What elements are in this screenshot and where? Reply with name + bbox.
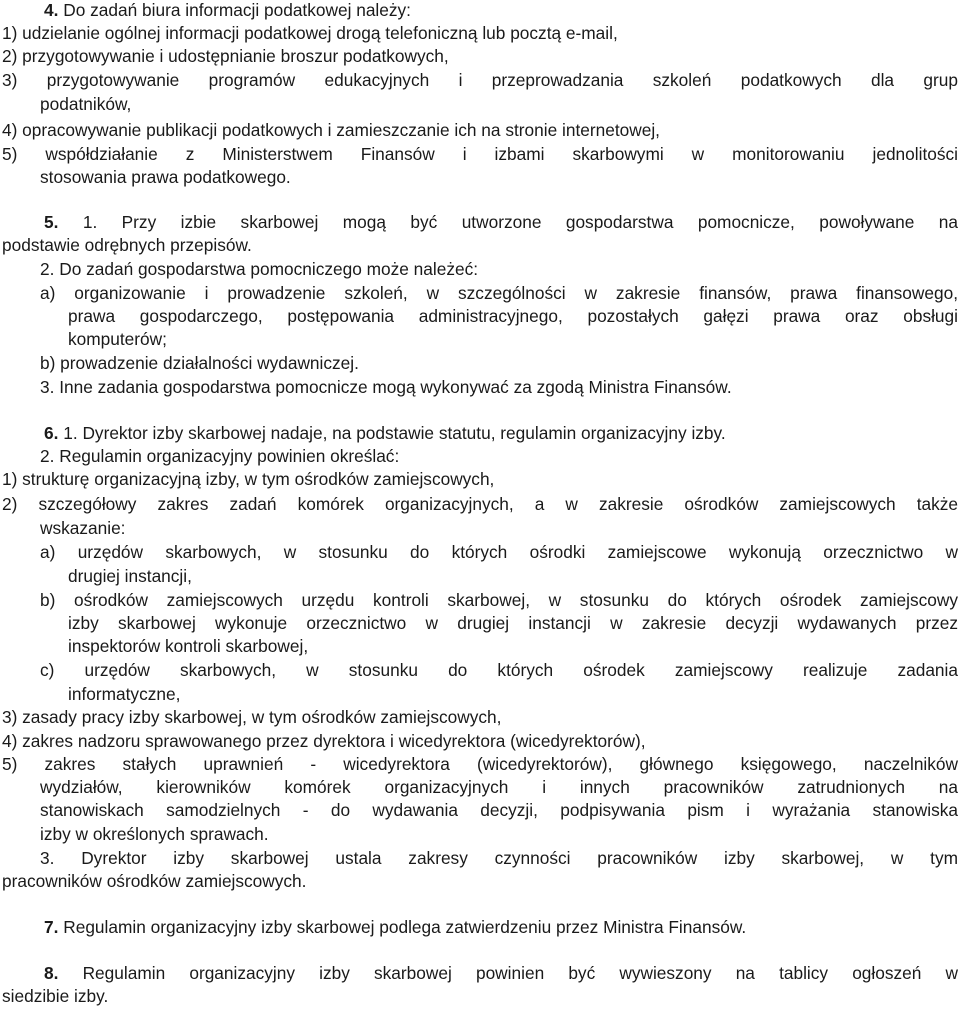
section-4-item-4: 4) opracowywanie publikacji podatkowych i zamieszczanie ich na stronie internetowej, bbox=[2, 120, 660, 140]
section-6-para-3-cont: pracowników ośrodków zamiejscowych. bbox=[2, 871, 307, 891]
section-6-item-2-cont: wskazanie: bbox=[40, 518, 126, 538]
section-4-item-5-cont: stosowania prawa podatkowego. bbox=[40, 167, 291, 187]
section-5-item-a: a) organizowanie i prowadzenie szkoleń, w szczególności w zakresie finansów, prawa finansowego, bbox=[40, 283, 958, 303]
section-7-number: 7. bbox=[44, 917, 59, 937]
section-6-item-5: 5) zakres stałych uprawnień - wicedyrektora (wicedyrektorów), głównego księgowego, naczelników bbox=[2, 754, 958, 774]
section-5-para-3: 3. Inne zadania gospodarstwa pomocnicze mogą wykonywać za zgodą Ministra Finansów. bbox=[40, 377, 732, 397]
section-8-number: 8. bbox=[44, 963, 59, 983]
section-8-text: Regulamin organizacyjny izby skarbowej powinien być wywieszony na tablicy ogłoszeń w bbox=[82, 963, 958, 983]
section-6-para-1 bbox=[44, 422, 726, 445]
section-6-item-2b-cont-2: inspektorów kontroli skarbowej, bbox=[68, 636, 309, 656]
section-4-item-1: 1) udzielanie ogólnej informacji podatkowej drogą telefoniczną lub pocztą e-mail, bbox=[2, 23, 618, 43]
section-4-heading bbox=[44, 0, 411, 22]
section-6-para-2: 2. Regulamin organizacyjny powinien określać: bbox=[40, 446, 400, 466]
section-6-item-2c-cont: informatyczne, bbox=[68, 684, 181, 704]
section-4-item-3-cont: podatników, bbox=[40, 94, 132, 114]
section-4-number: 4. bbox=[44, 0, 59, 20]
section-6-item-2a: a) urzędów skarbowych, w stosunku do których ośrodki zamiejscowe wykonują orzecznictwo w bbox=[40, 542, 958, 562]
section-5-item-b: b) prowadzenie działalności wydawniczej. bbox=[40, 353, 359, 373]
section-5-para-1 bbox=[44, 211, 958, 234]
section-5-number: 5. bbox=[44, 212, 59, 232]
section-6-para-3: 3. Dyrektor izby skarbowej ustala zakresy czynności pracowników izby skarbowej, w tym bbox=[40, 848, 958, 868]
section-5-para-1-text: 1. Przy izbie skarbowej mogą być utworzone gospodarstwa pomocnicze, powoływane na bbox=[82, 212, 958, 232]
section-6-item-5-cont-2: stanowiskach samodzielnych - do wydawania decyzji, podpisywania pism i wyrażania stanowiska bbox=[40, 800, 958, 820]
section-4-item-2: 2) przygotowywanie i udostępnianie broszur podatkowych, bbox=[2, 46, 449, 66]
section-8 bbox=[44, 962, 958, 985]
section-8-cont: siedzibie izby. bbox=[2, 986, 109, 1006]
section-6-item-3: 3) zasady pracy izby skarbowej, w tym ośrodków zamiejscowych, bbox=[2, 707, 502, 727]
section-6-item-2b: b) ośrodków zamiejscowych urzędu kontroli skarbowej, w stosunku do których ośrodek zamiejscowy bbox=[40, 590, 958, 610]
section-4-item-5: 5) współdziałanie z Ministerstwem Finansów i izbami skarbowymi w monitorowaniu jednolitości bbox=[2, 144, 958, 164]
section-5-para-1-cont: podstawie odrębnych przepisów. bbox=[2, 235, 252, 255]
section-6-item-5-cont-3: izby w określonych sprawach. bbox=[40, 824, 269, 844]
section-6-para-1-text: 1. Dyrektor izby skarbowej nadaje, na podstawie statutu, regulamin organizacyjny izby. bbox=[63, 423, 726, 443]
section-6-item-2b-cont-1: izby skarbowej wykonuje orzecznictwo w drugiej instancji w zakresie decyzji wydawanych przez bbox=[68, 613, 958, 633]
section-7-text: Regulamin organizacyjny izby skarbowej podlega zatwierdzeniu przez Ministra Finansów. bbox=[63, 917, 747, 937]
section-6-item-2c: c) urzędów skarbowych, w stosunku do których ośrodek zamiejscowy realizuje zadania bbox=[40, 660, 958, 680]
section-6-number: 6. bbox=[44, 423, 59, 443]
section-7 bbox=[44, 916, 746, 939]
section-6-item-2a-cont: drugiej instancji, bbox=[68, 566, 192, 586]
section-4-item-3: 3) przygotowywanie programów edukacyjnych i przeprowadzania szkoleń podatkowych dla grup bbox=[2, 70, 958, 90]
section-5-item-a-cont-2: komputerów; bbox=[68, 329, 167, 349]
section-6-item-2: 2) szczegółowy zakres zadań komórek organizacyjnych, a w zakresie ośrodków zamiejscowych także bbox=[2, 494, 958, 514]
section-6-item-4: 4) zakres nadzoru sprawowanego przez dyrektora i wicedyrektora (wicedyrektorów), bbox=[2, 731, 646, 751]
section-4-intro: Do zadań biura informacji podatkowej należy: bbox=[63, 0, 411, 20]
section-5-para-2: 2. Do zadań gospodarstwa pomocniczego może należeć: bbox=[40, 259, 479, 279]
section-5-item-a-cont-1: prawa gospodarczego, postępowania administracyjnego, pozostałych gałęzi prawa oraz obsługi bbox=[68, 306, 958, 326]
section-6-item-1: 1) strukturę organizacyjną izby, w tym ośrodków zamiejscowych, bbox=[2, 469, 495, 489]
section-6-item-5-cont-1: wydziałów, kierowników komórek organizacyjnych i innych pracowników zatrudnionych na bbox=[40, 777, 958, 797]
